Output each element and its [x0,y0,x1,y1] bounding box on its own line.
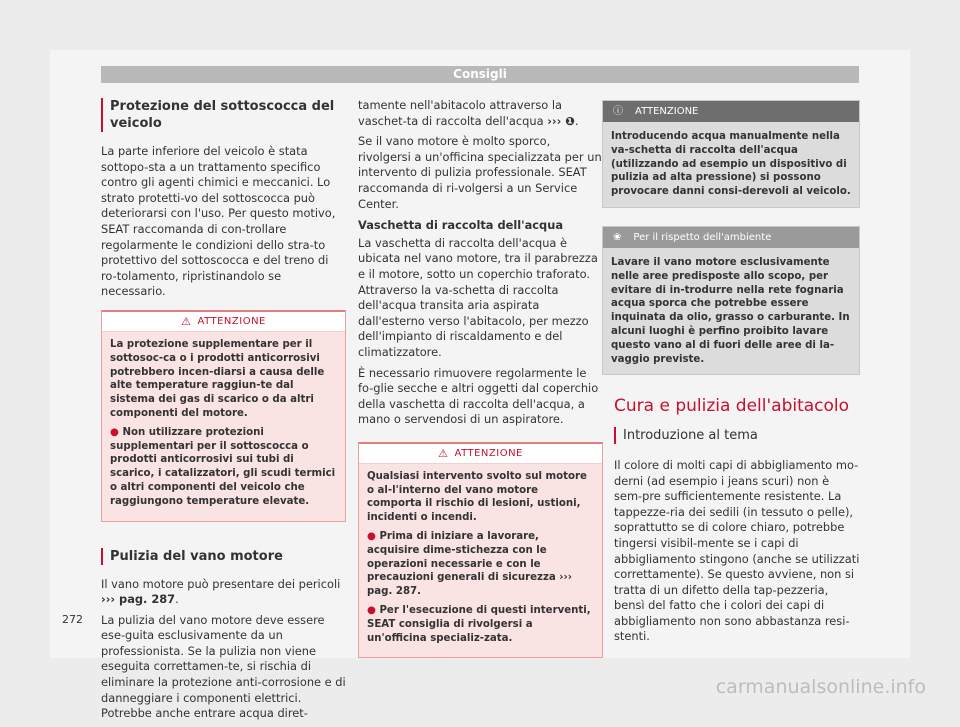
intro-title: Introduzione al tema [614,427,860,444]
page-number: 272 [62,613,83,626]
engine-cleaning-text: Il vano motore può presentare dei pericoli [101,576,341,591]
warning-text: Qualsiasi intervento svolto sul motore o al-l'interno del vano motore comporta il rischio di lesioni, ustioni, incidenti o incendi. [367,470,587,524]
warning-bullet: Prima di iniziare a lavorare, acquisire dime-stichezza con le operazioni necessarie e con le precauzioni generali di sicurezza [367,531,556,584]
environment-icon: ❀ [613,231,622,243]
environment-text: Lavare il vano motore esclusivamente nelle aree predisposte allo scopo, per evitare di in-trodurre nella rete fognaria acqua sporca che potrebbe essere inquinata da olio, grasso o carburante. In alcuni luoghi è perfino proibito lavare questo vano al di fuori delle aree di la-vaggio previste. [611,256,850,365]
warning-text: Introducendo acqua manualmente nella va-schetta di raccolta dell'acqua (utilizzando ad esempio un dispositivo di pulizia ad alta pressione) si possono provocare danni consi-derevoli al veicolo. [611,131,851,198]
bullet-icon: ● [367,605,380,617]
engine-cleaning-text-2: La pulizia del vano motore deve essere ese-guita esclusivamente da un professionista. Se la pulizia non viene eseguita correttamen-te, si rischia di eliminare la protezione anti-corrosione e di danneggiare i componenti elettrici. Potrebbe anche entrare acqua diret- [101,612,346,721]
environment-title: Per il rispetto dell'ambiente [633,231,772,243]
section-title-engine-cleaning: Pulizia del vano motore [101,548,346,565]
intro-text: Il colore di molti capi di abbigliamento mo-derni (ad esempio i jeans scuri) non è sem-pre sufficientemente resistente. La tappezze-ria dei sedili (in tessuto o pelle), soprattutto se di colore chiaro, potrebbe tingersi visibil-mente se i capi di abbigliamento stingono (anche se utilizzati correttamente). Se questo avviene, non si tratta di un difetto della tap-pezzeria, bensì del fatto che i colori dei capi di abbigliamento non sono abbastanza resi-stenti. [614,457,860,644]
warning-title: ATTENZIONE [635,105,699,117]
section-title-underbody: Protezione del sottoscocca del veicolo [101,98,346,132]
warning-bullet: Per l'esecuzione di questi interventi, SEAT consiglia di rivolgersi a un'officina specializ-zata. [367,605,591,644]
continued-text: tamente nell'abitacolo attraverso la vaschet-ta di raccolta dell'acqua [358,98,563,128]
warning-box-water [602,100,860,208]
subsection-title-water-tray: Vaschetta di raccolta dell'acqua [358,218,564,233]
info-circle-icon: ⓘ [613,105,623,117]
column-3 [611,100,860,650]
warning-title: ATTENZIONE [197,315,266,327]
column-1: Protezione del sottoscocca del veicolo La parte inferiore del veicolo è stata sottopo-sta a un trattamento specifico contro gli agenti chimici e meccanici. Lo strato protetti-vo del sottoscocca può deteriorarsi con l'uso. Per questo motivo, SEAT raccomanda di con-trollare regolarmente le condizioni dello stra-to protettivo del sottoscocca e del treno di ro-tolamento, ripristinandolo se necessario. ⚠ ATTENZIONE La protezione supplementare per il sottosoc-ca o i prodotti anticorrosivi potrebbero incen-diarsi a causa delle alte temperature raggiun-te dal sistema dei gas di scarico o da altri componenti del motore. ● Non utilizzare protezioni supplementari per il sottoscocca o prodotti anticorrosivi sui tubi di scarico, i catalizzatori, gli scudi termici o altri componenti del veicolo che raggiungono temperature elevate. Pulizia del vano motore Il vano motore può presentare dei pericoli ››› pag. 287. La pulizia del vano motore deve essere ese-guita esclusivamente da un professionista. Se la pulizia non viene eseguita correttamen-te, si rischia di eliminare la protezione anti-corrosione e di danneggiare i componenti elettrici. Potrebbe anche entrare acqua diret- [101,99,346,721]
warning-title: ATTENZIONE [454,447,523,459]
dirty-engine-text: Se il vano motore è molto sporco, rivolgersi a un'officina specializzata per un intervento di pulizia professionale. SEAT raccomanda di ri-volgersi a un Service Center. [358,134,602,211]
warning-box-underbody [101,310,346,522]
bullet-icon: ● [367,531,380,543]
warning-ref-link[interactable]: ››› ❶ [547,113,575,128]
water-tray-maintenance-text: È necessario rimuovere regolarmente le fo-glie secche e altri oggetti dal coperchio della vaschetta di raccolta dell'acqua, a mano o servendosi di un aspiratore. [358,365,599,427]
warning-box-engine-work: ⚠ ATTENZIONE Qualsiasi intervento svolto sul motore o al-l'interno del vano motore comporta il rischio di lesioni, ustioni, incidenti o incendi. ● Prima di iniziare a lavorare, acquisire dime-stichezza con le operazioni necessarie e con le precauzioni generali di sicurezza ››› pag. 287. ● Per l'esecuzione di questi interventi, SEAT consiglia di rivolgersi a un'officina specializ-zata. [358,442,603,659]
warning-icon: ⚠ [181,314,192,328]
page-ref-link[interactable]: ››› pag. 287 [367,572,572,598]
underbody-text: La parte inferiore del veicolo è stata sottopo-sta a un trattamento specifico contro gli agenti chimici e meccanici. Lo strato protetti-vo del sottoscocca può deteriorarsi con l'uso. Per questo motivo, SEAT raccomanda di con-trollare regolarmente le condizioni dello stra-to protettivo del sottoscocca e del treno di ro-tolamento, ripristinandolo se necessario. [101,144,336,299]
column-2: tamente nell'abitacolo attraverso la vaschet-ta di raccolta dell'acqua ››› ❶. Se il vano motore è molto sporco, rivolgersi a un'officina specializzata per un intervento di pulizia professionale. SEAT raccomanda di ri-volgersi a un Service Center. Vaschetta di raccolta dell'acqua La vaschetta di raccolta dell'acqua è ubicata nel vano motore, tra il parabrezza e il motore, sotto un coperchio traforato. Attraverso la va-schetta di raccolta dell'acqua transita aria aspirata dall'esterno verso l'abitacolo, per mezzo dell'impianto di riscaldamento e del climatizzatore. È necessario rimuovere regolarmente le fo-glie secche e altri oggetti dal coperchio della vaschetta di raccolta dell'acqua, a mano o servendosi di un aspiratore. ⚠ ATTENZIONE Qualsiasi intervento svolto sul motore o al-l'interno del vano motore comporta il rischio di lesioni, ustioni, incidenti o incendi. ● Prima di iniziare a lavorare, acquisire dime-stichezza con le operazioni necessarie e con le precauzioni generali di sicurezza ››› pag. 287. ● Per l'esecuzione di questi interventi, SEAT consiglia di rivolgersi a un'officina specializ-zata. [358,98,603,670]
warning-icon: ⚠ [438,446,449,460]
warning-bullet: Non utilizzare protezioni supplementari per il sottoscocca o prodotti anticorrosivi sui tubi di scarico, i catalizzatori, gli scudi termici o altri componenti del veicolo che raggiungono temperature elevate. [110,426,336,507]
watermark: carmanualsonline.info [715,676,926,698]
water-tray-text: La vaschetta di raccolta dell'acqua è ubicata nel vano motore, tra il parabrezza e il motore, sotto un coperchio traforato. Attraverso la va-schetta di raccolta dell'acqua transita aria aspirata dall'esterno verso l'abitacolo, per mezzo dell'impianto di riscaldamento e del climatizzatore. [358,235,598,359]
environment-box [602,226,860,375]
warning-text: La protezione supplementare per il sottosoc-ca o i prodotti anticorrosivi potrebbero incen-diarsi a causa delle alte temperature raggiun-te dal sistema dei gas di scarico o da altri componenti del motore. [110,338,325,419]
bullet-icon: ● [110,426,123,438]
chapter-title: Cura e pulizia dell'abitacolo [614,396,850,417]
page-ref-link[interactable]: ››› pag. 287 [101,592,176,607]
page-header: Consigli [101,66,859,83]
